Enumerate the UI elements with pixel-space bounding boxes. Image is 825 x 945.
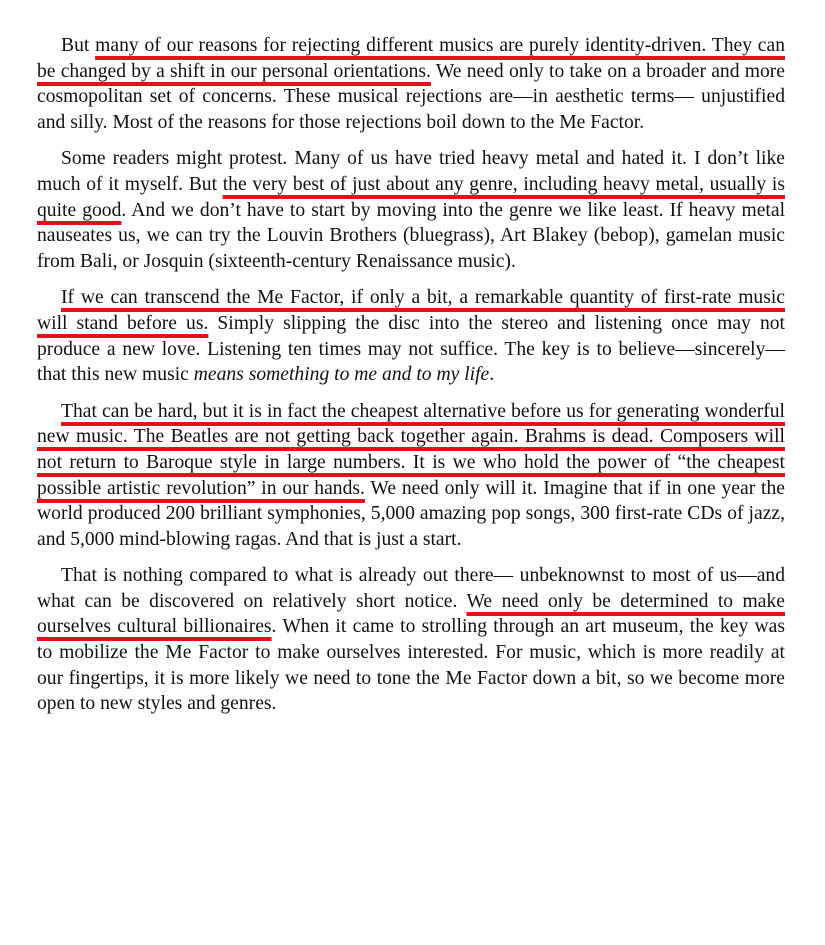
text-segment: That is nothing compared to what is already out there— unbeknownst to most of us—and what can be discovered on relatively short notice. xyxy=(37,565,785,612)
paragraph-4 xyxy=(37,399,785,553)
highlighted-passage: many of our reasons for rejecting different musics are purely identity-driven. They can be changed by a shift in our personal orientations. xyxy=(37,35,785,82)
text-segment: Simply slipping the disc into the stereo and listening once may not produce a new love. Listening ten times may not suffice. The key is to believe—sincerely—that this new music xyxy=(37,312,785,386)
text-segment: . And we don’t have to start by moving into the genre we like least. If heavy metal nauseates us, we can try the Louvin Brothers (bluegrass), Art Blakey (bebop), gamelan music from Bali, or Josquin (sixteenth-century Renaissance music). xyxy=(37,199,786,272)
highlighted-passage: If we can transcend the Me Factor, if only a bit, a remarkable quantity of first-rate music will stand before us. xyxy=(37,287,785,334)
text-segment: . When it came to strolling through an art museum, the key was to mobilize the Me Factor to make ourselves interested. For music, which is more readily at our fingertips, it is more likely we need to tone the Me Factor down a bit, so we become more open to new styles and genres. xyxy=(37,616,785,715)
italic-phrase: means something to me and to my life xyxy=(193,364,490,386)
text-segment: We need only to take on a broader and more cosmopolitan set of concerns. These musical rejections are—in aesthetic terms— unjustified and silly. Most of the reasons for those rejections boil down to the Me Factor. xyxy=(37,60,786,133)
text-segment: We need only will it. Imagine that if in one year the world produced 200 brilliant symphonies, 5,000 amazing pop songs, 300 first-rate CDs of jazz, and 5,000 mind-blowing ragas. And that is just a start. xyxy=(37,477,785,550)
text-segment: But xyxy=(61,35,96,56)
paragraph-5 xyxy=(37,563,785,717)
highlighted-passage: the very best of just about any genre, including heavy metal, usually is quite good xyxy=(37,173,785,221)
highlighted-passage: That can be hard, but it is in fact the cheapest alternative before us for generating wonderful new music. The Beatles are not getting back together again. Brahms is dead. Composers will not return to Baroque style in large numbers. It is we who hold the power of “the cheapest possible artistic revolution” in our hands. xyxy=(37,400,785,499)
paragraph-2 xyxy=(37,146,785,274)
paragraph-1 xyxy=(37,33,785,135)
document-page xyxy=(37,33,785,728)
highlighted-passage: We need only be determined to make ourselves cultural billionaires xyxy=(37,590,785,638)
paragraph-3 xyxy=(37,285,785,387)
text-segment: Some readers might protest. Many of us have tried heavy metal and hated it. I don’t like much of it myself. But xyxy=(37,148,785,195)
text-segment: . xyxy=(489,364,495,386)
